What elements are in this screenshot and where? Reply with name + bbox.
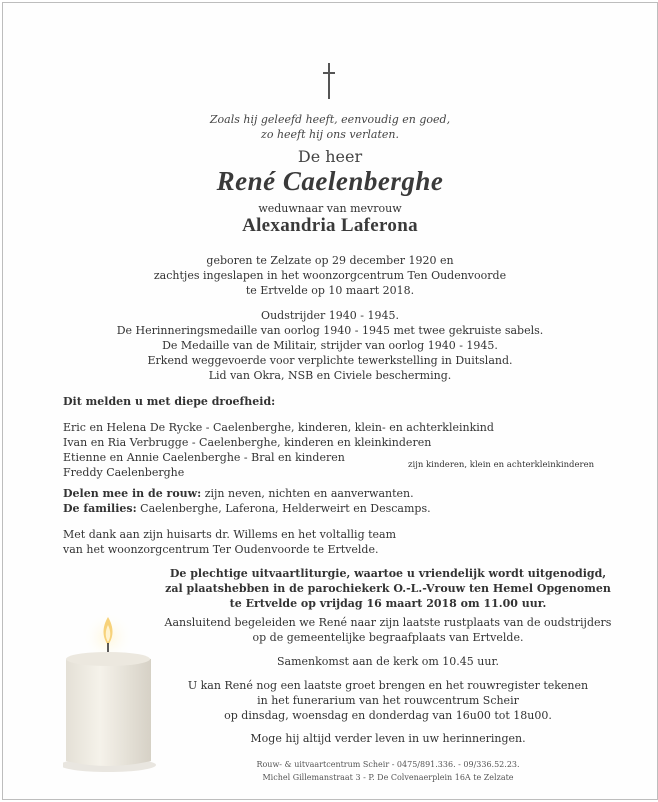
thanks-line-1: Met dank aan zijn huisarts dr. Willems en het voltallig team — [63, 528, 397, 541]
ceremony-line-3: te Ertvelde op vrijdag 16 maart 2018 om 11.00 uur. — [229, 597, 547, 610]
family-line-4: Freddy Caelenberghe — [63, 466, 185, 479]
thanks-line-2: van het woonzorgcentrum Ter Oudenvoorde te Ertvelde. — [63, 543, 379, 556]
footer-line-1: Rouw- & uitvaartcentrum Scheir - 0475/891.336. - 09/336.52.23. — [256, 760, 520, 769]
honor-line-3: De Medaille van de Militair, strijder van oorlog 1940 - 1945. — [162, 339, 498, 352]
burial-line-2: op de gemeentelijke begraafplaats van Ertvelde. — [252, 631, 524, 644]
closing-line: Moge hij altijd verder leven in uw herinneringen. — [250, 732, 526, 745]
freddy-note: zijn kinderen, klein en achterkleinkinderen — [408, 460, 595, 470]
honor-line-4: Erkend weggevoerde voor verplichte tewerkstelling in Duitsland. — [147, 354, 513, 367]
funeral-notice — [2, 2, 658, 800]
birth-death-line-3: te Ertvelde op 10 maart 2018. — [245, 284, 415, 297]
families-line — [63, 501, 431, 516]
motto-line-1: Zoals hij geleefd heeft, eenvoudig en goed, — [209, 113, 451, 126]
visit-line-2: in het funerarium van het rouwcentrum Scheir — [257, 694, 519, 707]
family-line-2: Ivan en Ria Verbrugge - Caelenberghe, kinderen en kleinkinderen — [63, 436, 432, 449]
motto-line-2: zo heeft hij ons verlaten. — [261, 128, 399, 141]
footer-line-2: Michel Gillemanstraat 3 - P. De Colvenaerplein 16A te Zelzate — [262, 773, 514, 782]
families-text: Caelenberghe, Laferona, Helderweirt en Descamps. — [136, 502, 431, 515]
deceased-name: René Caelenberghe — [216, 166, 444, 196]
visit-line-3: op dinsdag, woensdag en donderdag van 16u00 tot 18u00. — [224, 709, 552, 722]
birth-death-line-2: zachtjes ingeslapen in het woonzorgcentrum Ten Oudenvoorde — [153, 269, 507, 282]
announce-heading: Dit melden u met diepe droefheid: — [63, 395, 276, 408]
grief-line — [63, 486, 414, 501]
spouse-name: Alexandria Laferona — [242, 215, 418, 236]
family-line-3: Etienne en Annie Caelenberghe - Bral en kinderen — [63, 451, 345, 464]
ceremony-line-2: zal plaatshebben in de parochiekerk O.-L.-Vrouw ten Hemel Opgenomen — [165, 582, 611, 595]
ceremony-line-1: De plechtige uitvaartliturgie, waartoe u vriendelijk wordt uitgenodigd, — [169, 567, 607, 580]
widower-line: weduwnaar van mevrouw — [258, 202, 402, 215]
grief-text: zijn neven, nichten en aanverwanten. — [201, 487, 414, 500]
birth-death-line-1: geboren te Zelzate op 29 december 1920 en — [206, 254, 454, 267]
honor-line-5: Lid van Okra, NSB en Civiele bescherming. — [208, 369, 452, 382]
salutation: De heer — [297, 147, 363, 166]
grief-label: Delen mee in de rouw: — [63, 487, 202, 500]
family-line-1: Eric en Helena De Rycke - Caelenberghe, kinderen, klein- en achterkleinkind — [63, 421, 494, 434]
visit-line-1: U kan René nog een laatste groet brengen en het rouwregister tekenen — [187, 679, 589, 692]
burial-line-1: Aansluitend begeleiden we René naar zijn laatste rustplaats van de oudstrijders — [164, 616, 612, 629]
honor-line-2: De Herinneringsmedaille van oorlog 1940 - 1945 met twee gekruiste sabels. — [116, 324, 544, 337]
cross-icon — [323, 63, 335, 99]
gathering-line: Samenkomst aan de kerk om 10.45 uur. — [277, 655, 499, 668]
honor-line-1: Oudstrijder 1940 - 1945. — [261, 309, 399, 322]
families-label: De families: — [63, 502, 137, 515]
